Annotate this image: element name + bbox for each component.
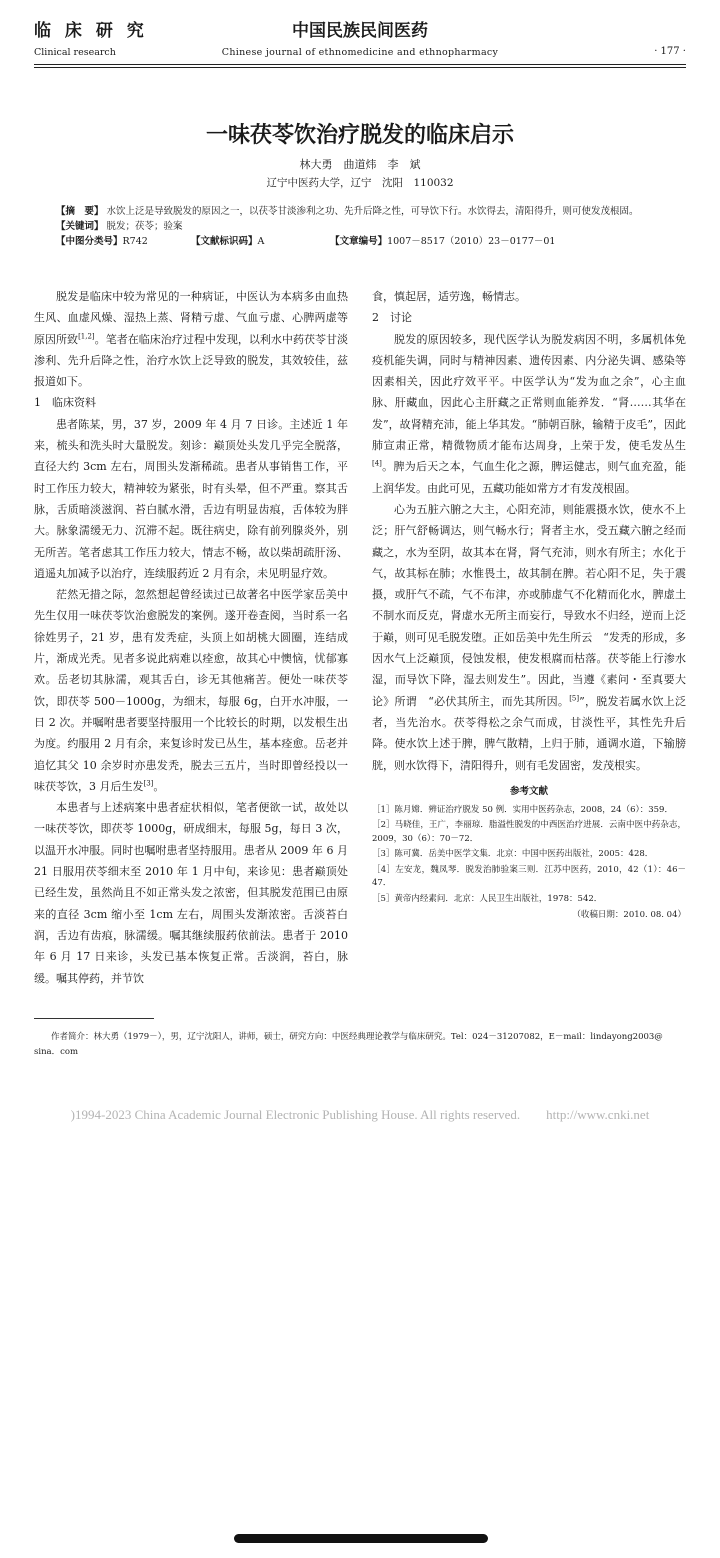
paragraph-discussion-1: 脱发的原因较多，现代医学认为脱发病因不明，多属机体免疫机能失调，同时与精神因素、遗传因素、内分泌失调、感染等因素相关，因此疗效平平。中医学认为“发为血之余”，心主血脉、肝藏血，因此心主肝藏之正常则血能养发．“肾……其华在发”，故肾精充沛，能上华其发。“肺朝百脉，输精于皮毛”，因此肺宣肃正常，精微物质才能布达周身，上荣于发，使毛发丛生[4]。脾为后天之本，气血生化之源，脾运健志，则气血充盈，能上润华发。由此可见，五藏功能如常方才有发茂根固。 — [372, 332, 686, 495]
author-footnote: 作者简介：林大勇（1979－），男，辽宁沈阳人，讲师，硕士，研究方向：中医经典理论教学与临床研究。Tel：024－31207082，E－mail：lindayong2003@ sina．com — [34, 1032, 663, 1057]
paragraph-treatment: 本患者与上述病案中患者症状相似，笔者便欲一试，故处以一味茯苓饮，即茯苓 1000g，研成细末，每服 5g，每日 3 次，以温开水冲服。同时也嘱咐患者坚持服用。患者从 2009 年 6 月 21 日服用茯苓细末至 2010 年 1 月中旬，来诊见：患者巅顶处已经生发，虽然尚且不如正常头发之浓密，但其脱发范围已由原来的直径 3cm 缩小至 1cm 左右，周围头发渐浓密。舌淡苔白润，舌边有齿痕，脉濡缓。嘱其继续服药依前法。患者于 2010 年 6 月 17 日来诊，头发已基本恢复正常。舌淡润，苔白，脉缓。嘱其停药，并节饮 — [34, 801, 348, 985]
clc-label: 【中图分类号】 — [56, 236, 123, 247]
references-list — [372, 804, 686, 907]
page-header — [34, 20, 686, 66]
right-column — [372, 286, 686, 922]
doc-code-value: A — [257, 236, 265, 247]
section-en: Clinical research — [34, 47, 116, 58]
citation: [1,2] — [78, 331, 95, 340]
left-column — [34, 286, 348, 989]
footnote-rule — [34, 1018, 154, 1019]
references-title: 参考文献 — [509, 785, 548, 797]
article-no-label: 【文章编号】 — [330, 236, 388, 247]
header-rule-thin — [34, 67, 686, 68]
reference-item: ［4］左安龙，魏凤琴．脱发治肺验案三则．江苏中医药，2010，42（1）：46－47． — [372, 864, 686, 889]
section-cn: 临 床 研 究 — [34, 21, 148, 41]
journal-name — [34, 20, 686, 60]
reference-item: ［3］陈可冀．岳美中医学文集．北京：中国中医药出版社，2005：428． — [372, 849, 654, 860]
doc-code-label: 【文献标识码】 — [191, 236, 258, 247]
article-affiliation: 辽宁中医药大学，辽宁 沈阳 110032 — [266, 177, 454, 189]
paragraph-yue: 茫然无措之际，忽然想起曾经读过已故著名中医学家岳美中先生仅用一味茯苓饮治愈脱发的案例。遂开卷查阅，当时系一名徐姓男子，21 岁，患有发秃症，头顶上如胡桃大圆圈，连结成片，渐成光秃。见者多说此病难以痊愈，故其心中懊恼，忧郁寡欢。岳老切其脉濡，观其舌白，诊无其他痛苦。便处一味茯苓饮，即茯苓 500－1000g，为细末，每服 6g，白开水冲服，一日 2 次。并嘱咐患者要坚持服用一个比较长的时期，以发根生出为度。约服用 2 月有余，来复诊时发已丛生，基本痊愈。岳老并追忆其父 10 余岁时亦患发秃，脱去三五片，当时即曾经投以一味茯苓饮，3 月后生发[3]。 — [34, 588, 348, 793]
header-rule-thick — [34, 64, 686, 65]
section-heading-clinical: 1 临床资料 — [34, 396, 96, 410]
paragraph-intro: 脱发是临床中较为常见的一种病证，中医认为本病多由血热生风、血虚风燥、湿热上蒸、肾精亏虚、气血亏虚、心脾两虚等原因所致[1,2]。笔者在临床治疗过程中发现，以利水中药茯苓甘淡渗利、先升后降之性，治疗水饮上泛导致的脱发，其效较佳，兹报道如下。 — [34, 290, 349, 389]
clc-value: R742 — [122, 236, 148, 247]
page-number: · 177 · — [654, 46, 686, 57]
article-meta — [34, 204, 686, 249]
copyright-watermark: )1994-2023 China Academic Journal Electronic Publishing House. All rights reserved. http://www.cnki.net — [70, 1107, 650, 1122]
home-indicator[interactable] — [234, 1534, 488, 1543]
article-no-value: 1007－8517（2010）23－0177－01 — [387, 236, 556, 247]
abstract — [34, 204, 686, 219]
section-heading-discussion: 2 讨论 — [372, 311, 412, 325]
journal-cn: 中国民族民间医药 — [292, 21, 428, 41]
reference-item: ［2］马晓佳，王广，李丽琼．脂溢性脱发的中西医治疗进展．云南中医中药杂志，2009，30（6）：70－72． — [372, 820, 686, 844]
citation: [4] — [372, 459, 382, 468]
article-title: 一味茯苓饮治疗脱发的临床启示 — [205, 122, 514, 148]
abstract-text: 水饮上泛是导致脱发的原因之一，以茯苓甘淡渗利之功、先升后降之性，可导饮下行。水饮得去，清阳得升，则可使发茂根固。 — [106, 206, 639, 217]
reference-item: ［1］陈月嫦．辨证治疗脱发 50 例．实用中医药杂志，2008，24（6）：359． — [372, 804, 673, 815]
reference-item: ［5］黄帝内经素问．北京：人民卫生出版社，1978：542． — [372, 893, 603, 904]
paragraph-continued: 食，慎起居，适劳逸，畅情志。 — [372, 290, 526, 303]
abstract-label: 【摘 要】 — [56, 206, 104, 217]
classification-row — [34, 234, 686, 249]
journal-en: Chinese journal of ethnomedicine and ethnopharmacy — [221, 47, 499, 58]
paragraph-case: 患者陈某，男，37 岁，2009 年 4 月 7 日诊。主述近 1 年来，梳头和洗头时大量脱发。刻诊：巅顶处头发几乎完全脱落，直径大约 3cm 左右，周围头发渐稀疏。患者从事销售工作，平时工作压力较大，精神较为紧张，时有头晕，但不严重。察其舌脉，舌质暗淡滋润、苔白腻水滑，舌边有明显齿痕，舌体较为胖大。脉象濡缓无力、沉滞不起。既往病史，除有前列腺炎外，别无所苦。笔者虑其工作压力较大，情志不畅，故以柴胡疏肝汤、逍遥丸加减予以治疗，连续服药近 2 月有余，未见明显疗效。 — [34, 417, 348, 580]
keywords-text: 脱发；茯苓；验案 — [106, 221, 183, 232]
keywords-label: 【关键词】 — [56, 221, 104, 232]
citation: [3] — [143, 779, 154, 788]
citation: [5] — [569, 693, 580, 702]
received-date: （收稿日期：2010. 08. 04） — [572, 910, 686, 921]
article-authors: 林大勇 曲道炜 李 斌 — [299, 158, 421, 171]
keywords — [34, 219, 686, 234]
paragraph-discussion-2: 心为五脏六腑之大主，心阳充沛，则能震摄水饮，使水不上泛；肝气舒畅调达，则气畅水行；肾者主水，受五藏六腑之经而藏之，水为至阴，故其本在肾，肾气充沛，则水有所主；水化于气，故其标在肺；水惟畏土，故其制在脾。若心阳不足，失于震摄，或肝气不疏，气不布津，亦或肺虚气不化精而化水，脾虚土不制水而反克，肾虚水无所主而妄行，导致水不归经，逆而上泛于巅，则可见毛脱发堕。正如岳美中先生所云 “发秃的形成，多因水气上泛巅顶，侵蚀发根，使发根腐而枯落。茯苓能上行渗水湿，而导饮下降，湿去则发生”。因此，当遵《素问・至真要大论》所谓 “必伏其所主，而先其所因。[5]”，脱发若属水饮上泛者，当先治水。茯苓得松之余气而成，甘淡性平，其性先升后降。使水饮上述于脾，脾气散精，上归于肺，通调水道，下输膀胱，则水饮得下，清阳得升，则有毛发固密，发茂根实。 — [372, 502, 687, 772]
